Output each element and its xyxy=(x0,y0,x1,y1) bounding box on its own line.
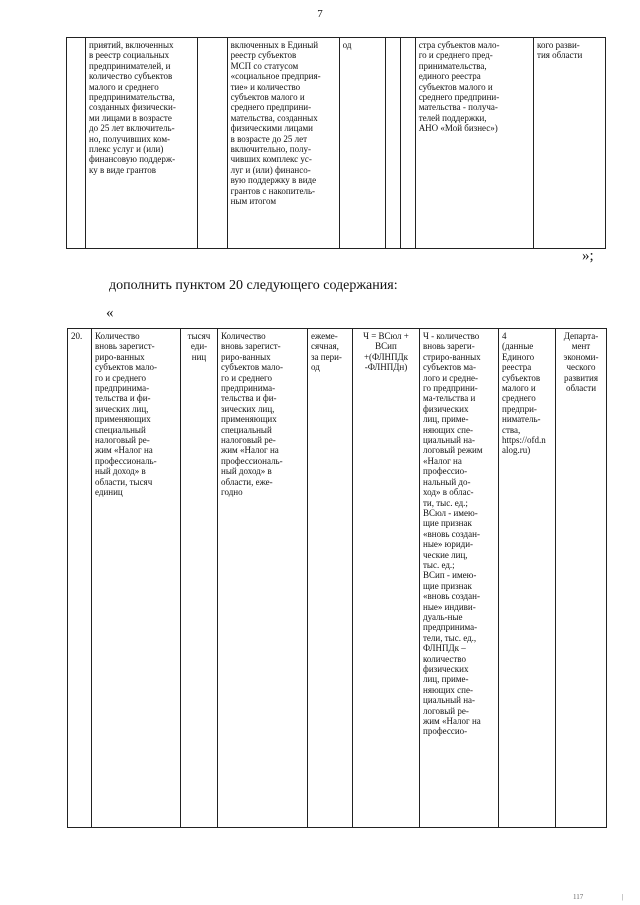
table1-unit-cell xyxy=(198,38,228,249)
table2-indicator-cell: Количество вновь зарегист- риро-ванных субъектов мало- го и среднего предпринима- тельства и фи- зических лиц, применяющих специальный налоговый ре- жим «Налог на профессиональ- ный доход» в области, тысяч единиц xyxy=(92,329,181,828)
table1-variables-cell xyxy=(400,38,415,249)
table1-responsible-cell: кого разви- тия области xyxy=(534,38,606,249)
table1-cell-number xyxy=(67,38,86,249)
table2-unit-cell: тысяч еди- ниц xyxy=(181,329,218,828)
table1-source-cell: стра субъектов мало- го и среднего пред- принимательства, единого реестра субъектов малого и среднего предприни- мательства - получа- телей поддержки, АНО «Мой бизнес») xyxy=(415,38,533,249)
new-indicator-table xyxy=(67,328,607,828)
table2-periodicity-cell: ежеме- сячная, за пери- од xyxy=(308,329,353,828)
table2-responsible-cell: Департа- мент экономи- ческого развития области xyxy=(556,329,607,828)
closing-quote: »; xyxy=(582,248,594,264)
table2-formula-cell: Ч = ВСюл + ВСип +(ФЛНПДк -ФЛНПДн) xyxy=(353,329,420,828)
table1-indicator-cell: приятий, включенных в реестр социальных предпринимателей, и количество субъектов малого и среднего предпринимательства, созданных физически- ми лицами в возрасте до 25 лет включитель- но, получивших ком- плекс услуг и (или) финансовую поддерж- ку в виде грантов xyxy=(86,38,198,249)
table2-source-cell: 4 (данные Единого реестра субъектов малого и среднего предпри- ниматель- ства, https://ofd.n alog.ru) xyxy=(499,329,556,828)
table1-formula-cell xyxy=(386,38,401,249)
footer-mark: 117 xyxy=(573,893,584,901)
table2-variables-cell: Ч - количество вновь зареги- стриро-ванных субъектов ма- лого и средне- го предприни- ма-тельства и физических лиц, приме- няющих спе- циальный на- логовый режим «Налог на профессио- нальный до- ход» в облас- ти, тыс. ед.; ВСюл - имею- щие признак «вновь создан- ные» юриди- ческие лиц, тыс. ед.; ВСип - имею- щие признак «вновь создан- ные» индиви- дуаль-ные предпринима- тели, тыс. ед., ФЛНПДк – количество физических лиц, приме- няющих спе- циальный на- логовый ре- жим «Налог на профессио- xyxy=(420,329,499,828)
footer-tick: | xyxy=(622,893,624,901)
opening-quote: « xyxy=(106,305,114,321)
table2-definition-cell: Количество вновь зарегист- риро-ванных субъектов мало- го и среднего предпринима- тельства и фи- зических лиц, применяющих специальный налоговый ре- жим «Налог на профессиональ- ный доход» в области, еже- годно xyxy=(218,329,308,828)
table1-definition-cell: включенных в Единый реестр субъектов МСП со статусом «социальное предприя- тие» и количество субъектов малого и среднего предприни- мательства, созданных физическими лицами в возрасте до 25 лет включительно, полу- чивших комплекс ус- луг и (или) финансо- вую поддержку в виде грантов с накопитель- ным итогом xyxy=(227,38,339,249)
page-number: 7 xyxy=(317,8,323,20)
table2-row-number: 20. xyxy=(68,329,92,828)
table1-periodicity-cell: од xyxy=(339,38,386,249)
continued-indicator-table xyxy=(66,37,606,249)
intro-text: дополнить пунктом 20 следующего содержания: xyxy=(109,278,398,293)
